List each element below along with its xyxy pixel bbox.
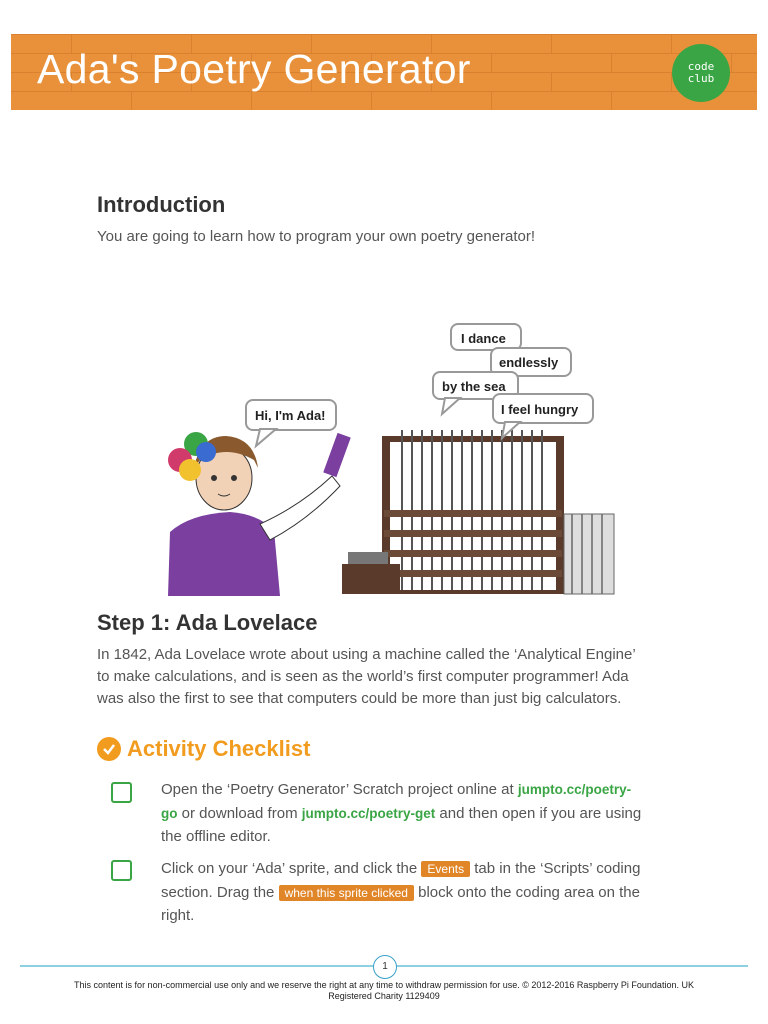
when-sprite-clicked-block: when this sprite clicked xyxy=(279,885,414,901)
analytical-engine-machine xyxy=(342,430,614,594)
footer-line-2: Registered Charity 1129409 xyxy=(328,991,440,1001)
code-club-logo xyxy=(672,44,730,102)
bubble-text-hi-im-ada: Hi, I'm Ada! xyxy=(255,408,326,423)
intro-heading: Introduction xyxy=(97,192,226,217)
checklist-title: Activity Checklist xyxy=(127,736,311,761)
page-title: Ada's Poetry Generator xyxy=(37,46,471,92)
checklist-item-1 xyxy=(161,778,681,849)
item2-text-3: section. Drag the xyxy=(161,883,279,901)
page-number: 1 xyxy=(373,955,397,979)
intro-text: You are going to learn how to program your own poetry generator! xyxy=(97,228,536,245)
logo-line-1: code xyxy=(687,60,715,73)
poetry-go-link-cont[interactable]: go xyxy=(161,805,178,821)
item1-text-3: and then open if you are using xyxy=(435,804,642,822)
step1-line-2: to make calculations, and is seen as the world’s first computer programmer! Ada xyxy=(97,668,629,685)
poetry-get-link[interactable]: jumpto.cc/poetry-get xyxy=(301,805,436,821)
speech-bubble-hi-im-ada xyxy=(246,400,336,446)
item1-text-1: Open the ‘Poetry Generator’ Scratch project online at xyxy=(161,781,518,798)
item2-text-4: block onto the coding area on the xyxy=(413,883,640,901)
item2-text-5: right. xyxy=(161,907,195,924)
activity-checklist-heading xyxy=(97,736,310,762)
logo-line-2: club xyxy=(687,72,715,85)
checkbox-item-2[interactable] xyxy=(111,860,132,881)
step1-line-3: was also the first to see that computers could be more than just big calculators. xyxy=(97,690,622,707)
ada-figure xyxy=(168,432,351,596)
checklist-item-2 xyxy=(161,857,681,928)
poetry-go-link[interactable]: jumpto.cc/poetry- xyxy=(517,782,632,797)
step1-heading: Step 1: Ada Lovelace xyxy=(97,610,318,635)
checkbox-item-1[interactable] xyxy=(111,782,132,803)
title-banner xyxy=(11,34,757,110)
item1-text-2: or download from xyxy=(177,804,302,822)
footer-line-1: This content is for non-commercial use only and we reserve the right at any time to withdraw permission for use. © 2012-2016 Raspberry Pi Foundation. UK xyxy=(74,980,694,990)
speech-bubble-i-dance xyxy=(451,324,521,350)
bubble-text-i-feel-hungry: I feel hungry xyxy=(501,402,579,417)
checkmark-icon xyxy=(97,737,121,761)
bubble-text-i-dance: I dance xyxy=(461,331,506,346)
ada-illustration xyxy=(160,318,620,596)
bubble-text-by-the-sea: by the sea xyxy=(442,379,506,394)
item2-text-2: tab in the ‘Scripts’ coding xyxy=(470,860,641,877)
step1-line-1: In 1842, Ada Lovelace wrote about using a machine called the ‘Analytical Engine’ xyxy=(97,646,636,663)
footer-text xyxy=(30,980,738,1002)
item2-text-1: Click on your ‘Ada’ sprite, and click the xyxy=(161,860,422,877)
bubble-text-endlessly: endlessly xyxy=(499,355,559,370)
events-block-label: Events xyxy=(421,861,470,877)
item1-text-4: the offline editor. xyxy=(161,828,271,845)
